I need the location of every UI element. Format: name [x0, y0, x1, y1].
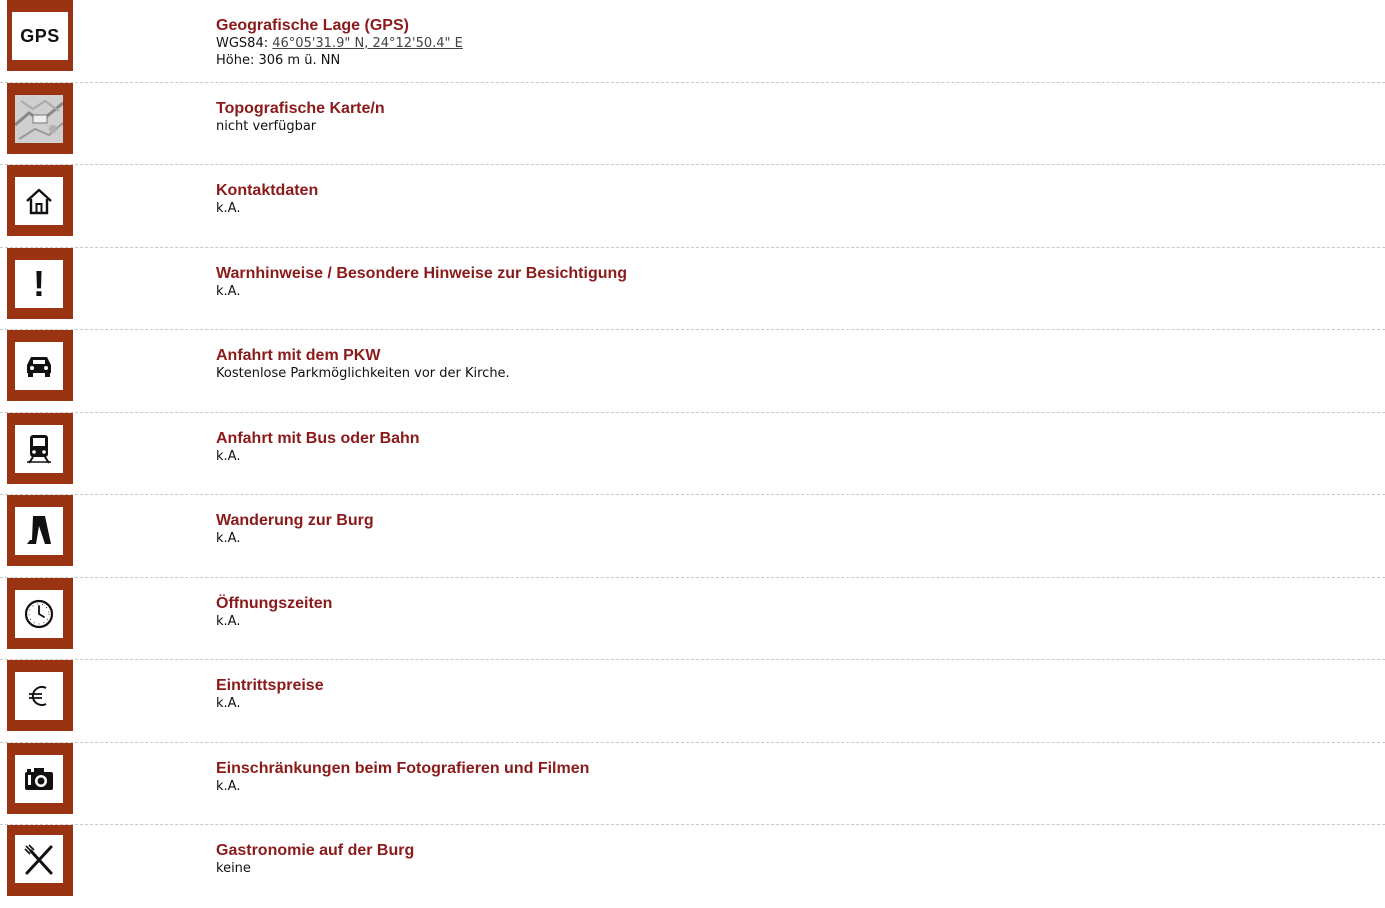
coordinates-prefix: WGS84:	[216, 36, 269, 51]
section-text: keine	[216, 861, 251, 876]
section-title: Eintrittspreise	[216, 677, 324, 694]
section-text: k.A.	[216, 283, 241, 299]
car-icon	[7, 330, 73, 401]
section-text: k.A.	[216, 201, 241, 216]
camera-icon	[7, 743, 73, 814]
info-row-topographic-map	[0, 83, 1385, 166]
section-title: Öffnungszeiten	[216, 594, 333, 612]
info-row-car	[0, 330, 1385, 413]
section-title: Wanderung zur Burg	[216, 512, 374, 529]
section-text: k.A.	[216, 531, 241, 546]
gps-icon: GPS	[7, 0, 73, 71]
altitude-text: Höhe: 306 m ü. NN	[216, 53, 341, 68]
info-row-gps	[0, 0, 1385, 83]
fork-knife-icon	[7, 825, 73, 896]
info-row-photography	[0, 743, 1385, 826]
info-row-hiking	[0, 495, 1385, 578]
section-text: nicht verfügbar	[216, 118, 317, 134]
euro-icon	[7, 660, 73, 731]
section-title: Topografische Karte/n	[216, 99, 385, 117]
section-title: Anfahrt mit dem PKW	[216, 347, 381, 364]
topographic-map-icon	[7, 83, 73, 154]
hiking-legs-icon	[7, 495, 73, 566]
clock-icon	[7, 578, 73, 649]
section-text: k.A.	[216, 448, 241, 464]
section-title: Kontaktdaten	[216, 182, 319, 199]
coordinates-link[interactable]: 46°05'31.9" N, 24°12'50.4" E	[272, 36, 463, 51]
train-icon	[7, 413, 73, 484]
info-row-train	[0, 413, 1385, 496]
section-text: k.A.	[216, 778, 241, 794]
info-row-prices	[0, 660, 1385, 743]
coordinates-line	[216, 35, 463, 52]
section-title: Einschränkungen beim Fotografieren und Filmen	[216, 759, 590, 777]
section-text: Kostenlose Parkmöglichkeiten vor der Kirche.	[216, 366, 510, 381]
info-row-contact	[0, 165, 1385, 248]
section-title: Anfahrt mit Bus oder Bahn	[216, 429, 420, 447]
section-title: Warnhinweise / Besondere Hinweise zur Besichtigung	[216, 264, 628, 282]
info-row-warnings	[0, 248, 1385, 331]
section-title: Geografische Lage (GPS)	[216, 17, 409, 34]
house-icon	[7, 165, 73, 236]
info-row-opening-hours	[0, 578, 1385, 661]
section-title: Gastronomie auf der Burg	[216, 842, 415, 859]
section-text: k.A.	[216, 696, 241, 711]
exclamation-icon: !	[7, 248, 73, 319]
section-text: k.A.	[216, 613, 241, 629]
info-row-gastronomy	[0, 825, 1385, 908]
